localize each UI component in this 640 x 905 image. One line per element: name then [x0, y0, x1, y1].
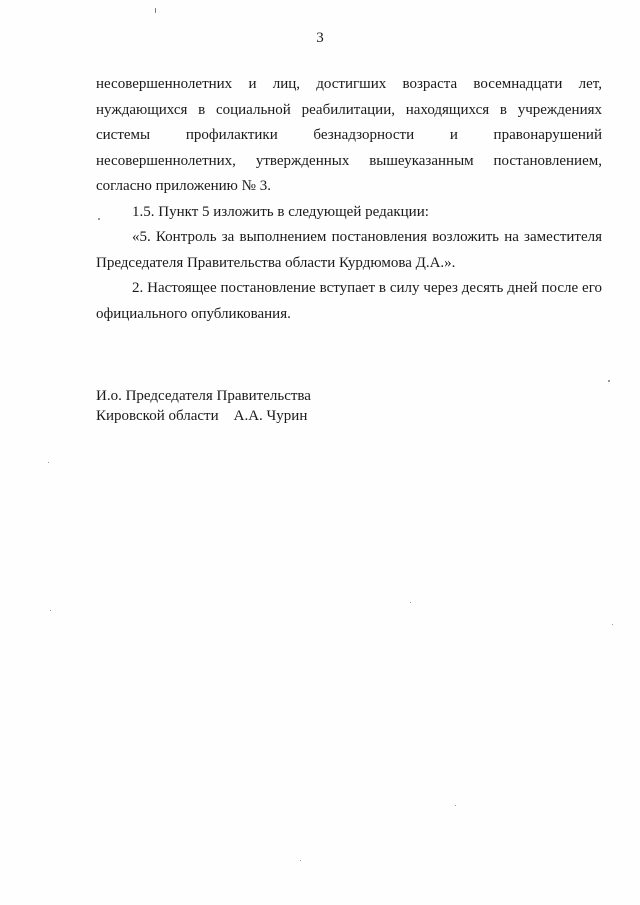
- text-line: «5. Контроль за выполнением постановления возложить на заместителя: [132, 229, 602, 245]
- paragraph-quote: [96, 225, 602, 276]
- scan-speck: [410, 602, 411, 603]
- scan-speck: [50, 610, 51, 611]
- text-line: Председателя Правительства области Курдюмова Д.А.».: [96, 254, 456, 271]
- scan-speck: [300, 860, 301, 861]
- text-line: официального опубликования.: [96, 305, 291, 322]
- scan-speck: [98, 218, 100, 220]
- text-line: системы профилактики безнадзорности и правонарушений: [96, 127, 602, 143]
- scan-speck: [155, 8, 156, 13]
- text-line: 1.5. Пункт 5 изложить в следующей редакции:: [132, 203, 429, 220]
- scan-speck: [48, 462, 49, 463]
- signature-block: [96, 386, 311, 426]
- text-line: 2. Настоящее постановление вступает в силу через десять дней после его: [132, 280, 602, 296]
- scan-speck: [612, 624, 613, 625]
- paragraph-2: [96, 276, 602, 327]
- text-line: согласно приложению № 3.: [96, 178, 271, 194]
- paragraph-continuation: [96, 72, 602, 200]
- signature-title: И.о. Председателя Правительства: [96, 388, 311, 404]
- scan-speck: [455, 805, 456, 806]
- page-number: 3: [316, 30, 324, 46]
- text-line: несовершеннолетних, утвержденных вышеуказанным постановлением,: [96, 152, 602, 169]
- text-line: нуждающихся в социальной реабилитации, находящихся в учреждениях: [96, 101, 602, 118]
- signature-name: Кировской области А.А. Чурин: [96, 408, 308, 424]
- text-line: несовершеннолетних и лиц, достигших возраста восемнадцати лет,: [96, 76, 602, 92]
- document-body: [96, 72, 602, 327]
- scan-speck: [608, 380, 610, 382]
- paragraph-1-5: [96, 200, 602, 226]
